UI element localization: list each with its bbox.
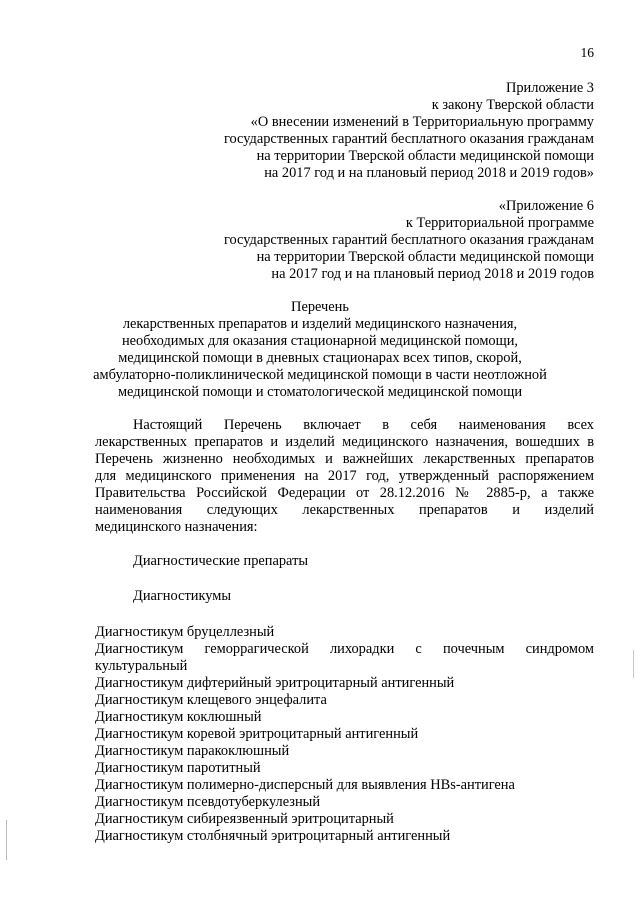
appendix-3-line: государственных гарантий бесплатного оказания гражданам — [223, 131, 594, 147]
appendix-6-line: на 2017 год и на плановый период 2018 и 2019 годов — [271, 266, 594, 282]
title-line: медицинской помощи и стоматологической медицинской помощи — [117, 384, 523, 400]
appendix-3-line: на 2017 год и на плановый период 2018 и 2019 годов» — [264, 165, 594, 181]
appendix-3-line: «О внесении изменений в Территориальную программу — [250, 114, 594, 130]
list-item: Диагностикум паротитный — [95, 760, 261, 776]
section-heading-diagnosticums: Диагностикумы — [133, 588, 232, 604]
title-line: лекарственных препаратов и изделий медицинского назначения, — [122, 316, 518, 332]
diagnosticum-list — [95, 624, 594, 845]
list-item: Диагностикум столбнячный эритроцитарный антигенный — [95, 828, 451, 844]
list-item: Диагностикум паракоклюшный — [95, 743, 290, 759]
appendix-3-line: Приложение 3 — [505, 80, 594, 96]
appendix-6-line: на территории Тверской области медицинской помощи — [256, 249, 594, 265]
intro-line: лекарственных препаратов и изделий медицинского назначения, вошедших в — [95, 434, 594, 450]
intro-line: Настоящий Перечень включает в себя наименования всех — [133, 417, 594, 433]
title-line: медицинской помощи в дневных стационарах всех типов, скорой, — [118, 350, 522, 366]
title-line: амбулаторно-поликлинической медицинской помощи в части неотложной — [93, 367, 547, 383]
list-item-continuation: культуральный — [95, 658, 188, 674]
list-item: Диагностикум коклюшный — [95, 709, 262, 725]
list-item: Диагностикум сибиреязвенный эритроцитарный — [95, 811, 394, 827]
intro-line: наименования следующих лекарственных препаратов и изделий — [95, 502, 594, 518]
list-item: Диагностикум полимерно-дисперсный для выявления HBs-антигена — [95, 777, 515, 793]
appendix-6-line: государственных гарантий бесплатного оказания гражданам — [223, 232, 594, 248]
intro-paragraph — [95, 417, 594, 536]
list-item: Диагностикум коревой эритроцитарный антигенный — [95, 726, 419, 742]
title-line: необходимых для оказания стационарной медицинской помощи, — [121, 333, 519, 349]
document-title — [0, 299, 640, 401]
appendix-6-header — [224, 198, 594, 283]
appendix-6-line: к Территориальной программе — [405, 215, 594, 231]
intro-line: Правительства Российской Федерации от 28.12.2016 № 2885-р, а также — [95, 485, 594, 501]
title-line: Перечень — [291, 299, 349, 315]
scan-edge-mark — [633, 650, 634, 678]
intro-line: медицинского назначения: — [95, 519, 258, 535]
list-item — [95, 641, 594, 658]
list-item: Диагностикум псевдотуберкулезный — [95, 794, 321, 810]
section-heading-diagnostic-preparations: Диагностические препараты — [133, 553, 309, 569]
intro-line: Перечень жизненно необходимых и важнейших лекарственных препаратов — [95, 451, 594, 467]
appendix-3-header — [224, 80, 594, 182]
appendix-3-line: на территории Тверской области медицинской помощи — [256, 148, 594, 164]
list-item: Диагностикум дифтерийный эритроцитарный антигенный — [95, 675, 455, 691]
intro-line: для медицинского применения на 2017 год, утвержденный распоряжением — [95, 468, 594, 484]
list-item-line: Диагностикум геморрагической лихорадки с почечным синдромом — [95, 641, 594, 657]
list-item: Диагностикум клещевого энцефалита — [95, 692, 327, 708]
appendix-6-line: «Приложение 6 — [498, 198, 594, 214]
page-number: 16 — [580, 45, 594, 60]
list-item: Диагностикум бруцеллезный — [95, 624, 275, 640]
scan-edge-mark — [6, 820, 7, 860]
appendix-3-line: к закону Тверской области — [431, 97, 594, 113]
